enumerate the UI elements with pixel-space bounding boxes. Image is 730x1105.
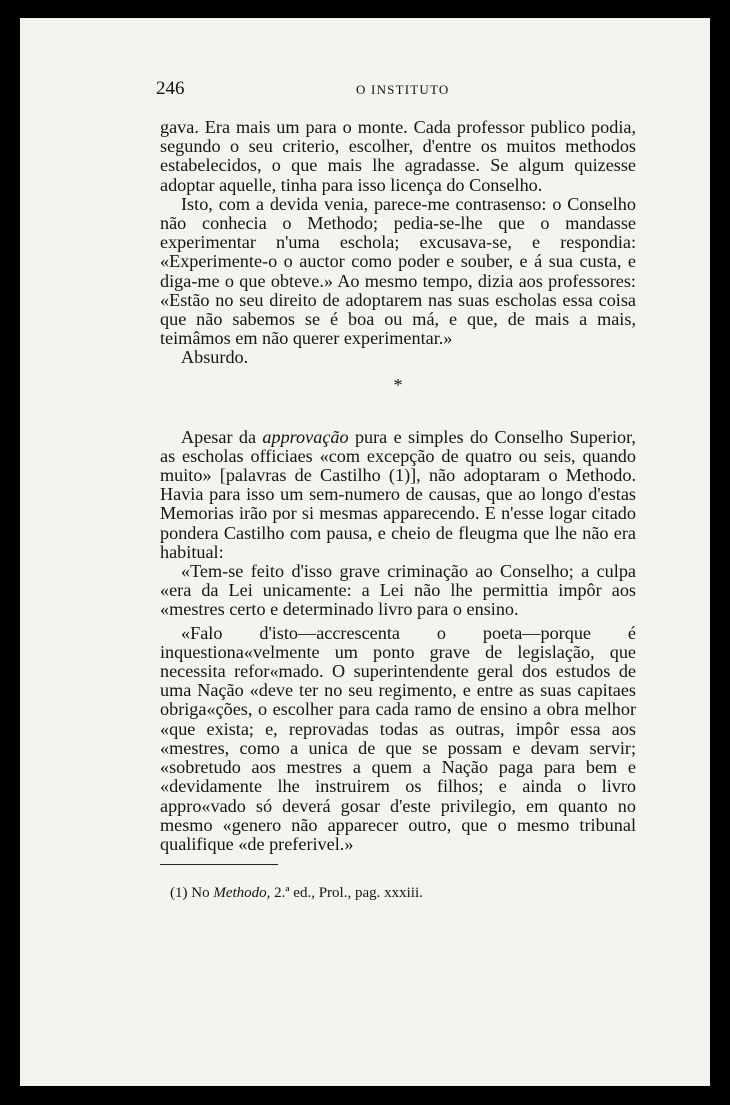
quote-paragraph-1: «Tem-se feito d'isso grave criminação ao Conselho; a culpa «era da Lei unicamente: a Lei não lhe permittia impôr aos «mestres certo e determinado livro para o ensino. <box>160 561 636 620</box>
quote-paragraph-2: «Falo d'isto—accrescenta o poeta—porque é inquestiona«velmente um ponto grave de legislação, que necessita refor«mado. O superintendente geral dos estudos de uma Nação «deve ter no seu regimento, e entre as suas capitaes obriga«ções, o escolher para cada ramo de ensino a obra melhor «que exista; e, reprovadas todas as outras, impôr essa aos «mestres, como a unica de que se possam e devam servir; «sobretudo aos mestres a quem a Nação paga para bem e «devidamente lhe instruirem os filhos; e ainda o livro appro«vado só deverá gosar d'este privilegio, em quanto no mesmo «genero não apparecer outro, que o mesmo tribunal qualifique «de preferivel.» <box>160 622 636 854</box>
page-header <box>156 78 616 102</box>
footnote-title: Methodo, <box>213 885 271 901</box>
footnote-marker: (1) No <box>170 885 214 901</box>
running-head: O INSTITUTO <box>356 82 450 97</box>
section-separator: * <box>393 374 403 395</box>
paragraph-4 <box>160 428 636 562</box>
paragraph-3: Absurdo. <box>181 347 249 368</box>
page-number: 246 <box>156 78 185 99</box>
paragraph-4-start: Apesar da <box>181 426 263 447</box>
footnote <box>170 885 423 902</box>
footnote-divider <box>160 864 278 865</box>
document-page <box>20 18 710 1086</box>
body-text <box>160 118 636 854</box>
paragraph-2: Isto, com a devida venia, parece-me contrasenso: o Conselho não conhecia o Methodo; pedia-se-lhe que o mandasse experimentar n'uma eschola; excusava-se, e respondia: «Experimente-o o auctor como poder e souber, e á sua custa, e diga-me o que obteve.» Ao mesmo tempo, dizia aos professores: «Estão no seu direito de adoptarem nas suas escholas essa coisa que não sabemos se é boa ou má, e que, de mais a mais, teimâmos em não querer experimentar.» <box>160 193 636 349</box>
paragraph-4-end: pura e simples do Conselho Superior, as escholas officiaes «com excepção de quatro ou seis, quando muito» [palavras de Castilho (1)], não adoptaram o Methodo. Havia para isso um sem-numero de causas, que ao longo d'estas Memorias irão por si mesmas apparecendo. E n'esse logar citado pondera Castilho com pausa, e cheio de fleugma que lhe não era habitual: <box>160 426 636 562</box>
footnote-rest: 2.ª ed., Prol., pag. xxxiii. <box>270 885 423 901</box>
paragraph-4-italic: approvação <box>262 426 349 447</box>
paragraph-1: gava. Era mais um para o monte. Cada professor publico podia, segundo o seu criterio, escolher, d'entre os muitos methodos estabelecidos, o que mais lhe agradasse. Se algum quizesse adoptar aquelle, tinha para isso licença do Conselho. <box>160 117 636 195</box>
